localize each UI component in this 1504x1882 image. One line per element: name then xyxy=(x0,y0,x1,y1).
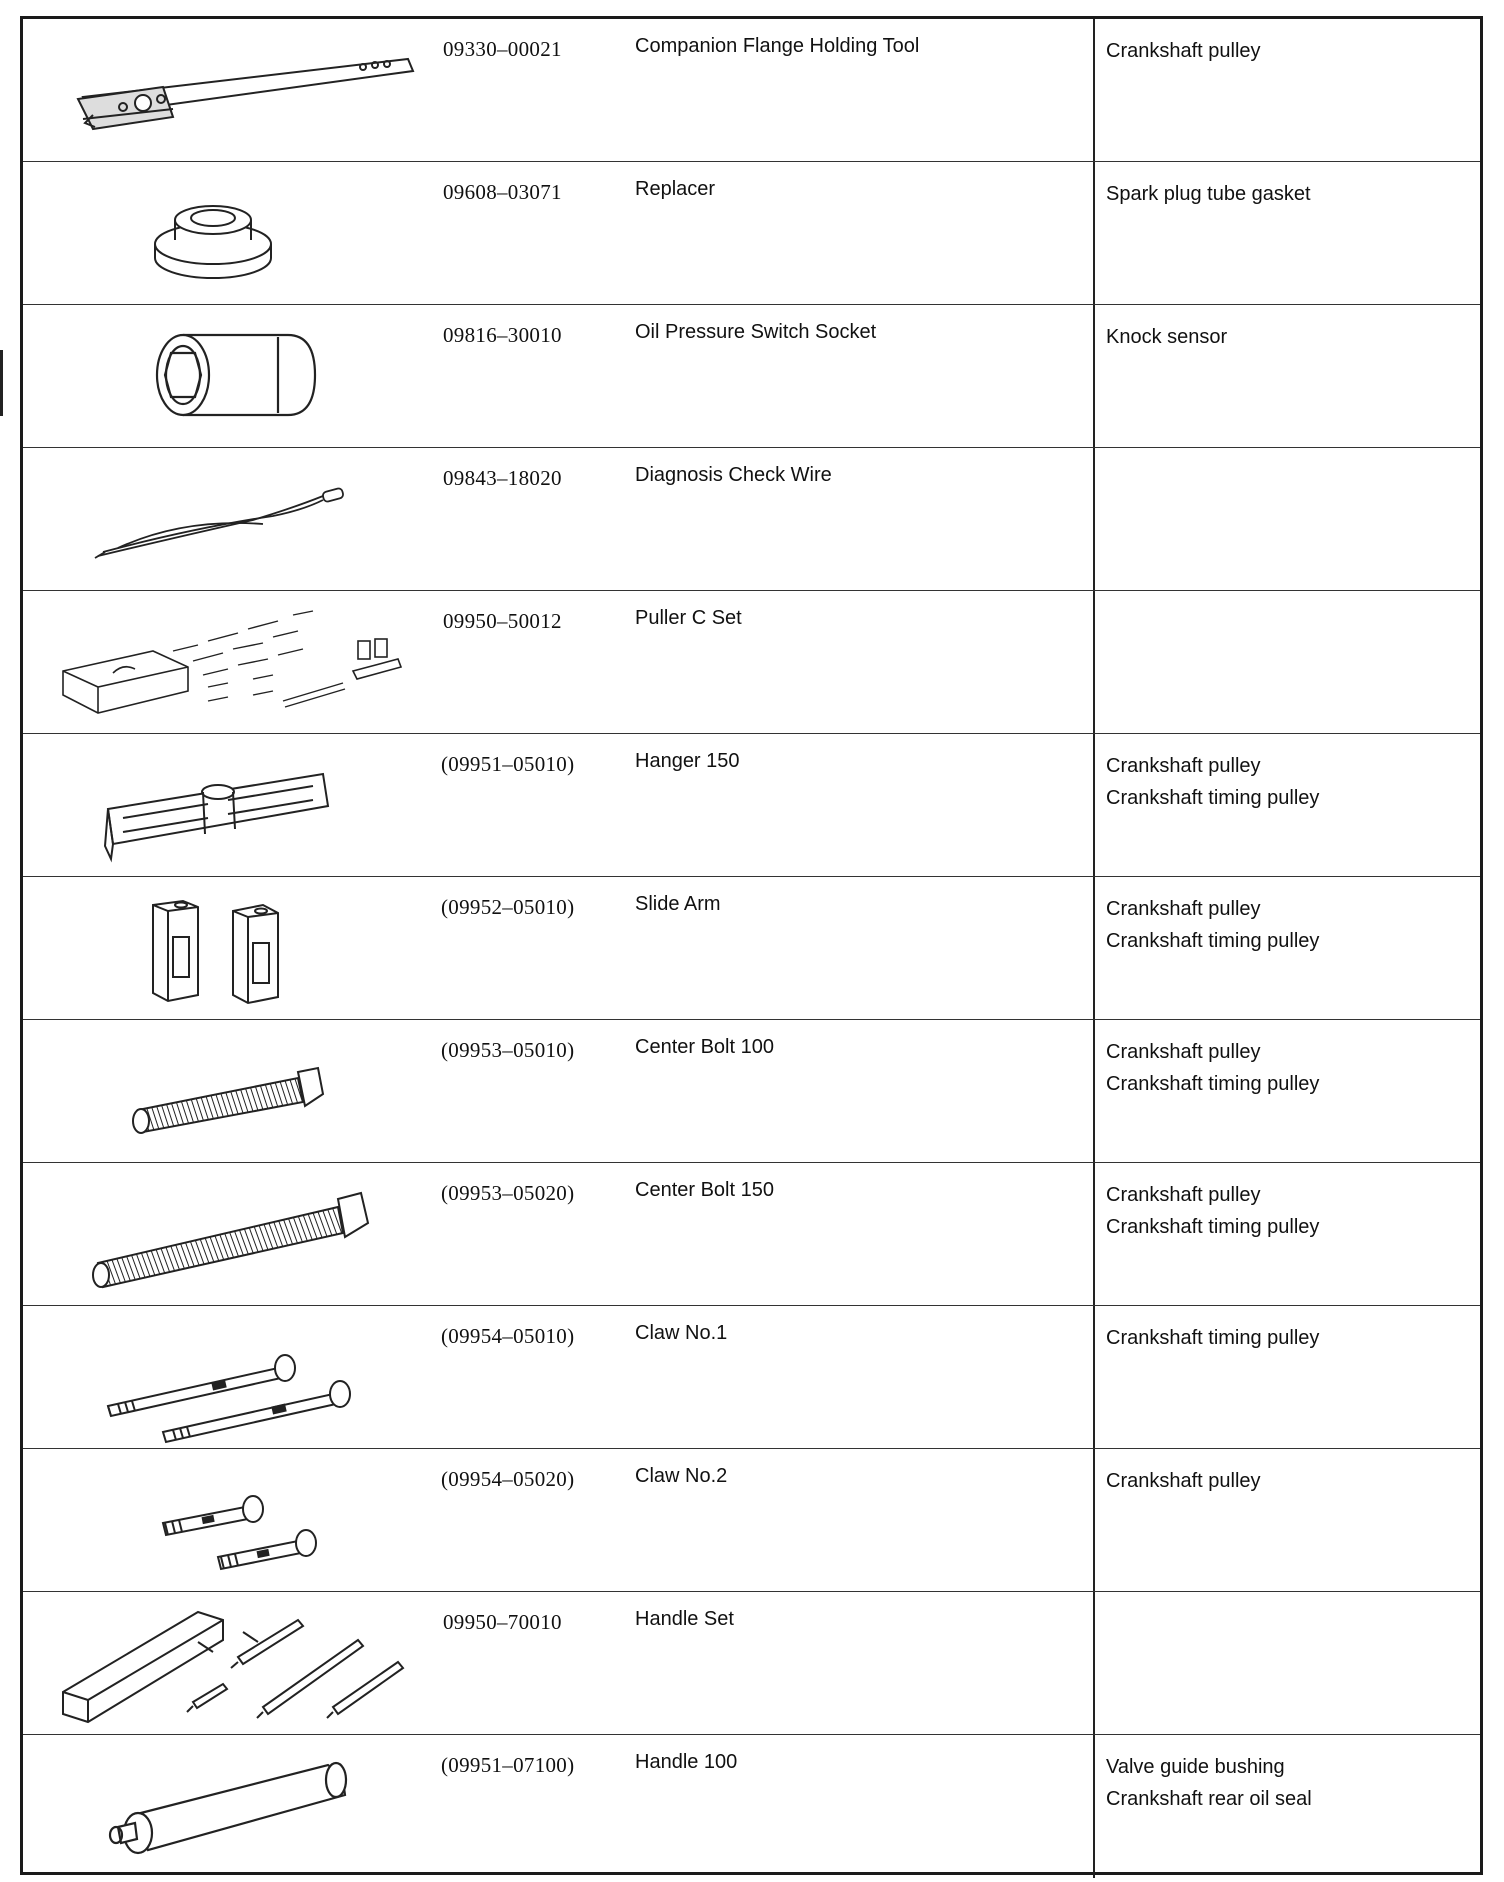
table-row xyxy=(23,1735,1480,1878)
table-row xyxy=(23,1306,1480,1449)
column-divider xyxy=(1093,1163,1095,1305)
table-row xyxy=(23,734,1480,877)
check-wire-icon xyxy=(23,448,443,590)
tool-name: Center Bolt 150 xyxy=(635,1179,774,1201)
part-number: 09816–30010 xyxy=(443,323,562,347)
table-row xyxy=(23,19,1480,162)
part-number: (09953–05010) xyxy=(441,1038,575,1062)
tool-name: Puller C Set xyxy=(635,607,742,629)
usage-cell xyxy=(1106,1751,1476,1815)
column-divider xyxy=(1093,734,1095,876)
column-divider xyxy=(1093,1020,1095,1162)
tool-name: Hanger 150 xyxy=(635,750,740,772)
usage-cell xyxy=(1106,1179,1476,1243)
holding-tool-icon xyxy=(23,19,443,161)
tool-name: Oil Pressure Switch Socket xyxy=(635,321,877,343)
special-tools-table xyxy=(20,16,1483,1875)
tool-name: Claw No.2 xyxy=(635,1465,728,1487)
part-number: (09954–05010) xyxy=(441,1324,575,1348)
usage-item: Crankshaft pulley xyxy=(1106,40,1261,62)
part-number: 09608–03071 xyxy=(443,180,562,204)
column-divider xyxy=(1093,162,1095,304)
center-bolt-150-icon xyxy=(23,1163,443,1305)
slide-arm-icon xyxy=(23,877,443,1019)
tool-name: Replacer xyxy=(635,178,716,200)
table-row xyxy=(23,1592,1480,1735)
replacer-icon xyxy=(23,162,443,304)
table-row xyxy=(23,448,1480,591)
usage-item: Crankshaft timing pulley xyxy=(1106,1216,1320,1238)
part-number: (09953–05020) xyxy=(441,1181,575,1205)
puller-set-icon xyxy=(23,591,443,733)
usage-item: Crankshaft pulley xyxy=(1106,1470,1261,1492)
table-row xyxy=(23,1163,1480,1306)
tool-name: Handle 100 xyxy=(635,1751,738,1773)
usage-cell xyxy=(1106,1322,1476,1354)
column-divider xyxy=(1093,1449,1095,1591)
tool-name: Diagnosis Check Wire xyxy=(635,464,832,486)
tool-name: Companion Flange Holding Tool xyxy=(635,35,920,57)
part-number: 09950–70010 xyxy=(443,1610,562,1634)
usage-item: Valve guide bushing xyxy=(1106,1756,1285,1778)
column-divider xyxy=(1093,1592,1095,1734)
table-row xyxy=(23,305,1480,448)
usage-item: Knock sensor xyxy=(1106,326,1228,348)
usage-cell xyxy=(1106,35,1476,67)
usage-item: Crankshaft timing pulley xyxy=(1106,1327,1320,1349)
part-number: (09951–05010) xyxy=(441,752,575,776)
handle-set-icon xyxy=(23,1592,443,1734)
column-divider xyxy=(1093,19,1095,161)
usage-cell xyxy=(1106,1465,1476,1497)
usage-item: Crankshaft pulley xyxy=(1106,1184,1261,1206)
tool-name: Slide Arm xyxy=(635,893,721,915)
usage-item: Crankshaft timing pulley xyxy=(1106,930,1320,952)
column-divider xyxy=(1093,877,1095,1019)
claw-1-icon xyxy=(23,1306,443,1448)
usage-item: Crankshaft pulley xyxy=(1106,755,1261,777)
usage-item: Crankshaft timing pulley xyxy=(1106,787,1320,809)
column-divider xyxy=(1093,448,1095,590)
usage-cell xyxy=(1106,750,1476,814)
usage-cell xyxy=(1106,1036,1476,1100)
column-divider xyxy=(1093,305,1095,447)
claw-2-icon xyxy=(23,1449,443,1591)
socket-icon xyxy=(23,305,443,447)
part-number: (09952–05010) xyxy=(441,895,575,919)
tool-name: Center Bolt 100 xyxy=(635,1036,774,1058)
usage-cell xyxy=(1106,321,1476,353)
handle-100-icon xyxy=(23,1735,443,1877)
part-number: (09954–05020) xyxy=(441,1467,575,1491)
part-number: 09950–50012 xyxy=(443,609,562,633)
usage-item: Crankshaft timing pulley xyxy=(1106,1073,1320,1095)
column-divider xyxy=(1093,591,1095,733)
usage-item: Crankshaft rear oil seal xyxy=(1106,1788,1312,1810)
tool-name: Handle Set xyxy=(635,1608,734,1630)
table-row xyxy=(23,1020,1480,1163)
hanger-icon xyxy=(23,734,443,876)
tool-name: Claw No.1 xyxy=(635,1322,728,1344)
margin-mark xyxy=(0,350,3,416)
table-row xyxy=(23,162,1480,305)
usage-item: Spark plug tube gasket xyxy=(1106,183,1311,205)
table-row xyxy=(23,1449,1480,1592)
part-number: 09330–00021 xyxy=(443,37,562,61)
part-number: 09843–18020 xyxy=(443,466,562,490)
usage-item: Crankshaft pulley xyxy=(1106,1041,1261,1063)
column-divider xyxy=(1093,1735,1095,1878)
column-divider xyxy=(1093,1306,1095,1448)
part-number: (09951–07100) xyxy=(441,1753,575,1777)
usage-cell xyxy=(1106,178,1476,210)
usage-item: Crankshaft pulley xyxy=(1106,898,1261,920)
center-bolt-100-icon xyxy=(23,1020,443,1162)
table-row xyxy=(23,591,1480,734)
table-row xyxy=(23,877,1480,1020)
usage-cell xyxy=(1106,893,1476,957)
